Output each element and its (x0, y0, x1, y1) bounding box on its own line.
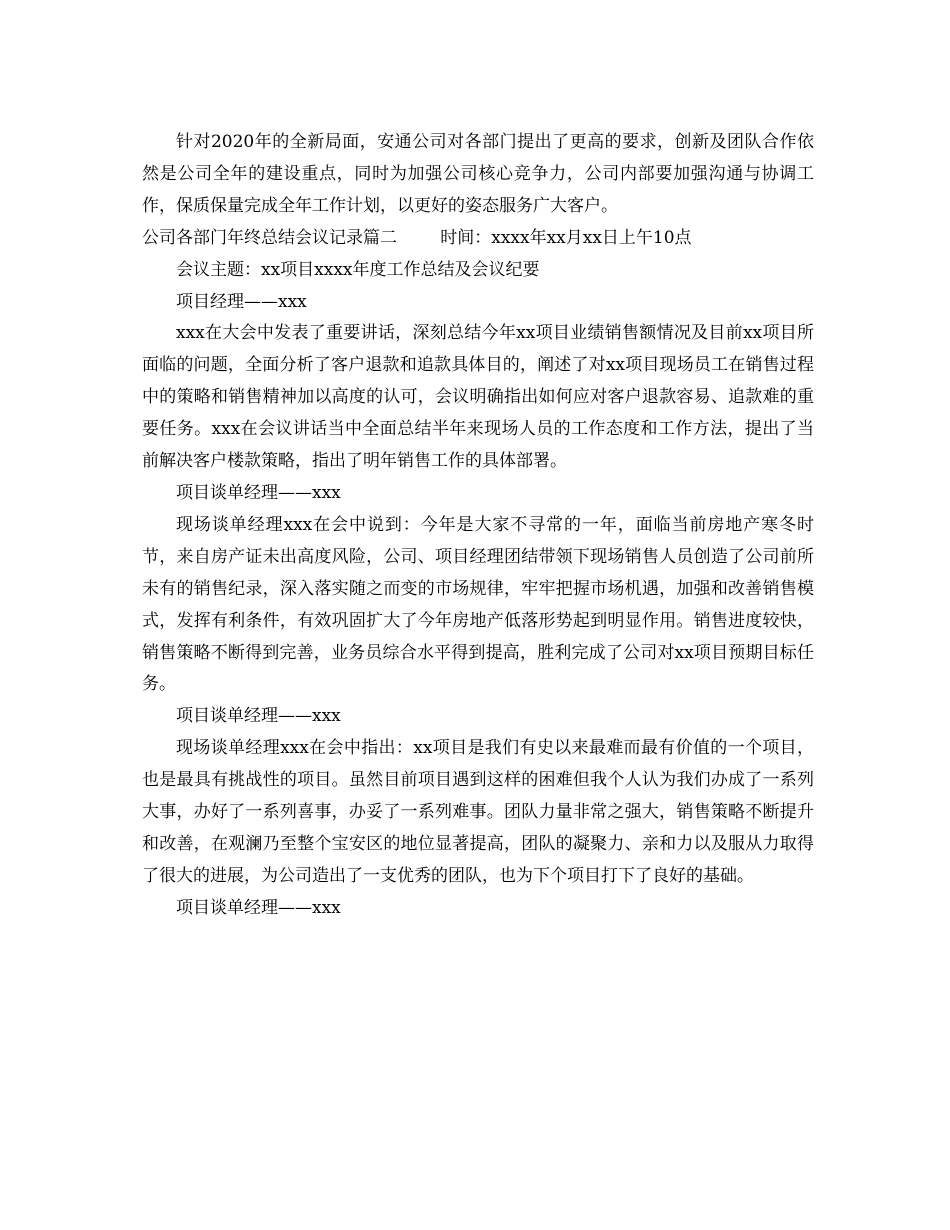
paragraph-sales-manager-1-speech: 现场谈单经理xxx在会中说到：今年是大家不寻常的一年，面临当前房地产寒冬时节，来自房产证未出高度风险，公司、项目经理团结带领下现场销售人员创造了公司前所未有的销售纪录，深入落实随之而变的市场规律，牢牢把握市场机遇，加强和改善销售模式，发挥有利条件，有效巩固扩大了今年房地产低落形势起到明显作用。销售进度较快，销售策略不断得到完善，业务员综合水平得到提高，胜利完成了公司对xx项目预期目标任务。 (142, 514, 814, 695)
speaker-project-manager: 项目经理——xxx (176, 291, 307, 312)
paragraph-intro: 针对2020年的全新局面，安通公司对各部门提出了更高的要求，创新及团队合作依然是公司全年的建设重点，同时为加强公司核心竞争力，公司内部要加强沟通与协调工作，保质保量完成全年工作计划，以更好的姿态服务广大客户。 (142, 132, 814, 216)
speaker-sales-manager-3: 项目谈单经理——xxx (176, 897, 341, 918)
paragraph-project-manager-speech: xxx在大会中发表了重要讲话，深刻总结今年xx项目业绩销售额情况及目前xx项目所面临的问题，全面分析了客户退款和追款具体目的，阐述了对xx项目现场员工在销售过程中的策略和销售精神加以高度的认可，会议明确指出如何应对客户退款容易、追款难的重要任务。xxx在会议讲话当中全面总结半年来现场人员的工作态度和工作方法，提出了当前解决客户楼款策略，指出了明年销售工作的具体部署。 (142, 323, 814, 472)
document-body (142, 127, 814, 925)
speaker-sales-manager-1: 项目谈单经理——xxx (176, 482, 341, 503)
section-heading-time: 公司各部门年终总结会议记录篇二 时间：xxxx年xx月xx日上午10点 (142, 227, 692, 248)
paragraph-sales-manager-2-speech: 现场谈单经理xxx在会中指出：xx项目是我们有史以来最难而最有价值的一个项目，也是最具有挑战性的项目。虽然目前项目遇到这样的困难但我个人认为我们办成了一系列大事，办好了一系列喜事，办妥了一系列难事。团队力量非常之强大，销售策略不断提升和改善，在观澜乃至整个宝安区的地位显著提高，团队的凝聚力、亲和力以及服从力取得了很大的进展，为公司造出了一支优秀的团队，也为下个项目打下了良好的基础。 (142, 738, 814, 886)
speaker-sales-manager-2: 项目谈单经理——xxx (176, 706, 341, 727)
meeting-topic: 会议主题：xx项目xxxx年度工作总结及会议纪要 (176, 259, 540, 280)
